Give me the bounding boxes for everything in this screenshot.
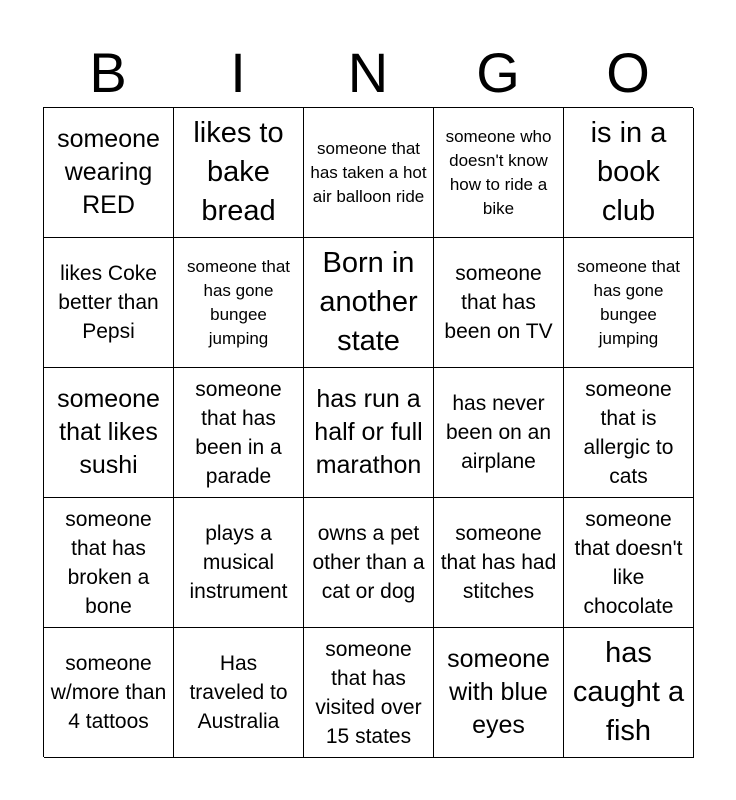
bingo-cell-r1-c2[interactable] — [174, 108, 304, 238]
cell-text: has caught a fish — [572, 637, 685, 747]
cell-text: someone with blue eyes — [447, 645, 550, 739]
cell-text: someone that has taken a hot air balloon ride — [310, 138, 427, 206]
cell-text: someone that has been on TV — [444, 262, 553, 343]
bingo-grid — [43, 107, 693, 757]
bingo-cell-r5-c1[interactable] — [44, 628, 174, 758]
bingo-cell-r5-c5[interactable] — [564, 628, 694, 758]
bingo-cell-r4-c5[interactable] — [564, 498, 694, 628]
bingo-header — [43, 40, 693, 106]
cell-text: has never been on an airplane — [445, 392, 552, 473]
header-letter-n: N — [347, 41, 389, 104]
bingo-cell-r2-c2[interactable] — [174, 238, 304, 368]
cell-text: someone w/more than 4 tattoos — [50, 652, 167, 733]
cell-text: someone who doesn't know how to ride a bike — [445, 126, 552, 218]
cell-text: plays a musical instrument — [189, 522, 288, 603]
header-letter-o: O — [606, 41, 650, 104]
bingo-cell-r1-c4[interactable] — [434, 108, 564, 238]
bingo-cell-r1-c1[interactable] — [44, 108, 174, 238]
cell-text: someone that doesn't like chocolate — [574, 507, 683, 618]
bingo-cell-r3-c4[interactable] — [434, 368, 564, 498]
cell-text: Has traveled to Australia — [189, 652, 288, 733]
bingo-cell-r2-c1[interactable] — [44, 238, 174, 368]
bingo-cell-r3-c5[interactable] — [564, 368, 694, 498]
cell-text: someone that has broken a bone — [65, 507, 152, 618]
bingo-cell-r5-c3[interactable] — [304, 628, 434, 758]
bingo-cell-r1-c3[interactable] — [304, 108, 434, 238]
cell-text: someone wearing RED — [57, 125, 160, 219]
bingo-cell-r2-c3[interactable] — [304, 238, 434, 368]
cell-text: likes Coke better than Pepsi — [58, 262, 159, 343]
cell-text: someone that has been in a parade — [195, 377, 282, 488]
cell-text: likes to bake bread — [193, 117, 284, 227]
cell-text: owns a pet other than a cat or dog — [312, 522, 425, 603]
bingo-cell-r3-c1[interactable] — [44, 368, 174, 498]
bingo-cell-r4-c4[interactable] — [434, 498, 564, 628]
cell-text: is in a book club — [590, 117, 667, 227]
bingo-cell-r4-c2[interactable] — [174, 498, 304, 628]
bingo-cell-r4-c1[interactable] — [44, 498, 174, 628]
bingo-cell-r2-c5[interactable] — [564, 238, 694, 368]
cell-text: someone that is allergic to cats — [583, 377, 674, 488]
cell-text: someone that has visited over 15 states — [315, 637, 422, 748]
bingo-cell-r3-c2[interactable] — [174, 368, 304, 498]
cell-text: has run a half or full marathon — [314, 385, 423, 479]
header-letter-b: B — [89, 41, 127, 104]
bingo-cell-r4-c3[interactable] — [304, 498, 434, 628]
cell-text: someone that has had stitches — [440, 522, 557, 603]
header-letter-g: G — [476, 41, 520, 104]
bingo-cell-r5-c2[interactable] — [174, 628, 304, 758]
cell-text: Born in another state — [319, 247, 418, 357]
cell-text: someone that has gone bungee jumping — [186, 256, 290, 348]
cell-text: someone that likes sushi — [57, 385, 160, 479]
bingo-cell-r3-c3[interactable] — [304, 368, 434, 498]
bingo-cell-r2-c4[interactable] — [434, 238, 564, 368]
bingo-cell-r5-c4[interactable] — [434, 628, 564, 758]
bingo-cell-r1-c5[interactable] — [564, 108, 694, 238]
header-letter-i: I — [230, 41, 246, 104]
cell-text: someone that has gone bungee jumping — [576, 256, 680, 348]
